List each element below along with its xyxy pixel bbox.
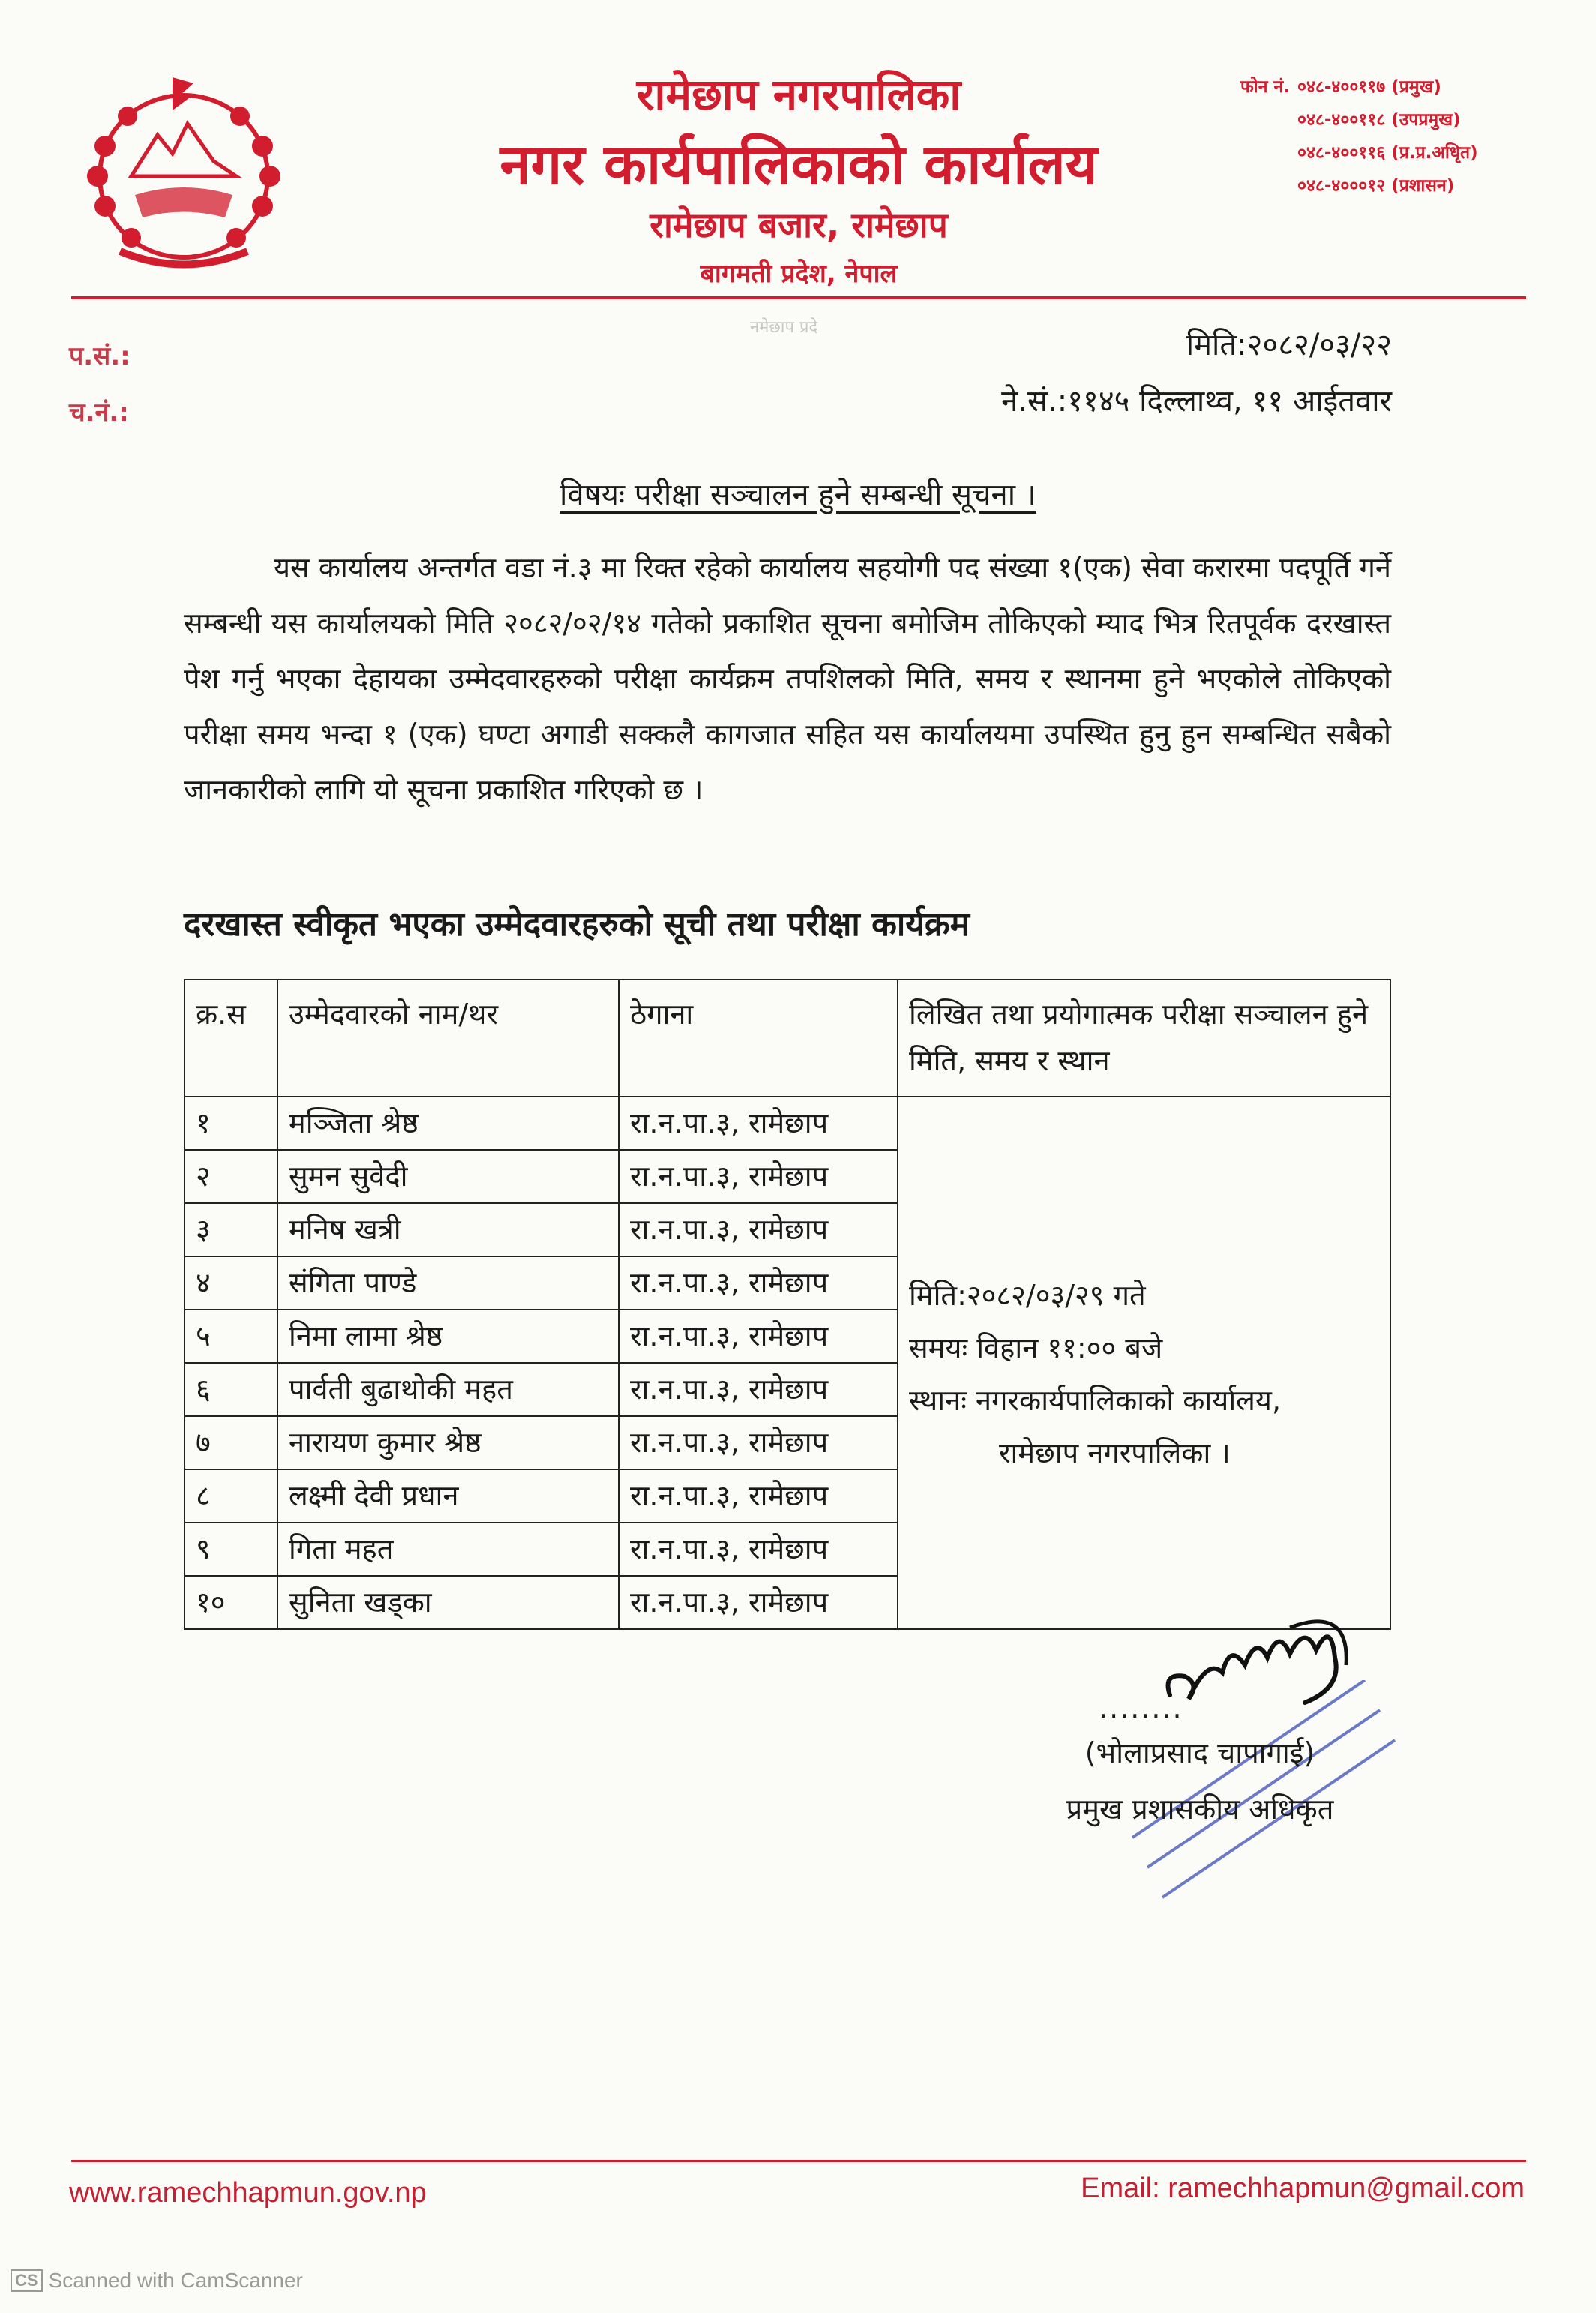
name-cell: निमा लामा श्रेष्ठ	[278, 1310, 619, 1363]
serial-cell: ८	[184, 1469, 278, 1522]
email-link[interactable]: Email: ramechhapmun@gmail.com	[1081, 2173, 1525, 2204]
candidate-table	[184, 979, 1391, 1630]
exam-date: मिति:२०८२/०३/२९ गते	[909, 1279, 1146, 1312]
government-emblem	[75, 64, 292, 274]
phone-row	[1208, 74, 1552, 106]
address-cell: रा.न.पा.३, रामेछाप	[619, 1522, 898, 1576]
serial-cell: ४	[184, 1256, 278, 1310]
header-candidate-name: उम्मेदवारको नाम/थर	[278, 980, 619, 1096]
notice-body: यस कार्यालय अन्तर्गत वडा नं.३ मा रिक्त रहेको कार्यालय सहयोगी पद संख्या १(एक) सेवा करारमा पदपूर्ति गर्ने सम्बन्धी यस कार्यालयको मिति २०८२/०२/१४ गतेको प्रकाशित सूचना बमोजिम तोकिएको म्याद भित्र रितपूर्वक दरखास्त पेश गर्नु भएका देहायका उम्मेदवारहरुको परीक्षा कार्यक्रम तपशिलको मिति, समय र स्थानमा हुने भएकोले तोकिएको परीक्षा समय भन्दा १ (एक) घण्टा अगाडी सक्कलै कागजात सहित यस कार्यालयमा उपस्थित हुनु हुन सम्बन्धित सबैको जानकारीको लागि यो सूचना प्रकाशित गरिएको छ ।	[184, 551, 1391, 806]
office-address-line2: बागमती प्रदेश, नेपाल	[700, 259, 898, 289]
address-cell: रा.न.पा.३, रामेछाप	[619, 1469, 898, 1522]
office-title: नगर कार्यपालिकाको कार्यालय	[500, 133, 1098, 197]
phone-row	[1208, 172, 1552, 206]
phone-number: ०४८-४००११६ (प्र.प्र.अधिृत)	[1298, 143, 1478, 163]
serial-cell: ९	[184, 1522, 278, 1576]
office-name: रामेछाप नगरपालिका	[636, 69, 962, 120]
signatory-name: (भोलाप्रसाद चापागाई)	[1084, 1736, 1316, 1769]
subject-line	[0, 472, 1596, 514]
table-header-row	[184, 980, 1390, 1096]
address-cell: रा.न.पा.३, रामेछाप	[619, 1576, 898, 1629]
name-cell: मञ्जिता श्रेष्ठ	[278, 1096, 619, 1150]
serial-cell: ७	[184, 1416, 278, 1469]
phone-row	[1208, 140, 1552, 172]
serial-cell: ६	[184, 1363, 278, 1416]
name-cell: संगिता पाण्डे	[278, 1256, 619, 1310]
phone-number: ०४८-४०००१२ (प्रशासन)	[1298, 176, 1455, 196]
candidate-list-heading: दरखास्त स्वीकृत भएका उम्मेदवारहरुको सूची तथा परीक्षा कार्यक्रम	[184, 905, 970, 944]
scanner-watermark	[10, 2269, 303, 2293]
office-address-line1: रामेछाप बजार, रामेछाप	[650, 205, 948, 245]
phone-row	[1208, 106, 1552, 140]
header-schedule: लिखित तथा प्रयोगात्मक परीक्षा सञ्चालन हुने मिति, समय र स्थान	[898, 980, 1390, 1096]
header-serial: क्र.स	[184, 980, 278, 1096]
serial-cell: ३	[184, 1203, 278, 1256]
serial-cell: १	[184, 1096, 278, 1150]
phone-label: फोन नं.	[1240, 77, 1290, 97]
serial-cell: ५	[184, 1310, 278, 1363]
phone-list	[1208, 74, 1552, 206]
phone-label	[1208, 172, 1298, 206]
scanner-note: Scanned with CamScanner	[48, 2269, 303, 2292]
website-link[interactable]: www.ramechhapmun.gov.np	[69, 2177, 427, 2209]
name-cell: सुमन सुवेदी	[278, 1150, 619, 1203]
table-row	[184, 1096, 1390, 1150]
address-cell: रा.न.पा.३, रामेछाप	[619, 1150, 898, 1203]
name-cell: गिता महत	[278, 1522, 619, 1576]
phone-label	[1208, 106, 1298, 140]
name-cell: पार्वती बुढाथोकी महत	[278, 1363, 619, 1416]
exam-place: स्थानः नगरकार्यपालिकाको कार्यालय,	[909, 1384, 1282, 1417]
header-address: ठेगाना	[619, 980, 898, 1096]
footer-divider	[71, 2160, 1526, 2162]
phone-label	[1208, 140, 1298, 172]
letter-date: मिति:२०८२/०३/२२	[1186, 328, 1392, 362]
camscanner-icon: CS	[10, 2270, 43, 2292]
letter-reference-number: प.सं.:	[69, 341, 130, 371]
phone-number: ०४८-४००११८ (उपप्रमुख)	[1298, 110, 1461, 130]
nepal-sambat-date: ने.सं.:११४५ दिल्लाथ्व, ११ आईतवार	[1001, 384, 1392, 418]
serial-cell: १०	[184, 1576, 278, 1629]
signature-dots: ........	[1099, 1691, 1184, 1724]
header-divider	[71, 296, 1526, 299]
address-cell: रा.न.पा.३, रामेछाप	[619, 1096, 898, 1150]
dispatch-number: च.नं.:	[69, 398, 129, 428]
exam-time: समयः विहान ११:०० बजे	[909, 1331, 1163, 1364]
phone-number: ०४८-४००११७ (प्रमुख)	[1298, 77, 1442, 97]
address-cell: रा.न.पा.३, रामेछाप	[619, 1416, 898, 1469]
name-cell: सुनिता खड्का	[278, 1576, 619, 1629]
address-cell: रा.न.पा.३, रामेछाप	[619, 1256, 898, 1310]
name-cell: मनिष खत्री	[278, 1203, 619, 1256]
signatory-title: प्रमुख प्रशासकीय अधिकृत	[1066, 1792, 1334, 1826]
name-cell: लक्ष्मी देवी प्रधान	[278, 1469, 619, 1522]
subject-text: विषयः परीक्षा सञ्चालन हुने सम्बन्धी सूचना ।	[560, 478, 1036, 512]
exam-place-line2: रामेछाप नगरपालिका ।	[999, 1436, 1231, 1469]
faint-stamp-text: नमेछाप प्रदे	[750, 318, 818, 337]
address-cell: रा.न.पा.३, रामेछाप	[619, 1310, 898, 1363]
address-cell: रा.न.पा.३, रामेछाप	[619, 1363, 898, 1416]
schedule-cell	[898, 1096, 1390, 1629]
address-cell: रा.न.पा.३, रामेछाप	[619, 1203, 898, 1256]
name-cell: नारायण कुमार श्रेष्ठ	[278, 1416, 619, 1469]
serial-cell: २	[184, 1150, 278, 1203]
